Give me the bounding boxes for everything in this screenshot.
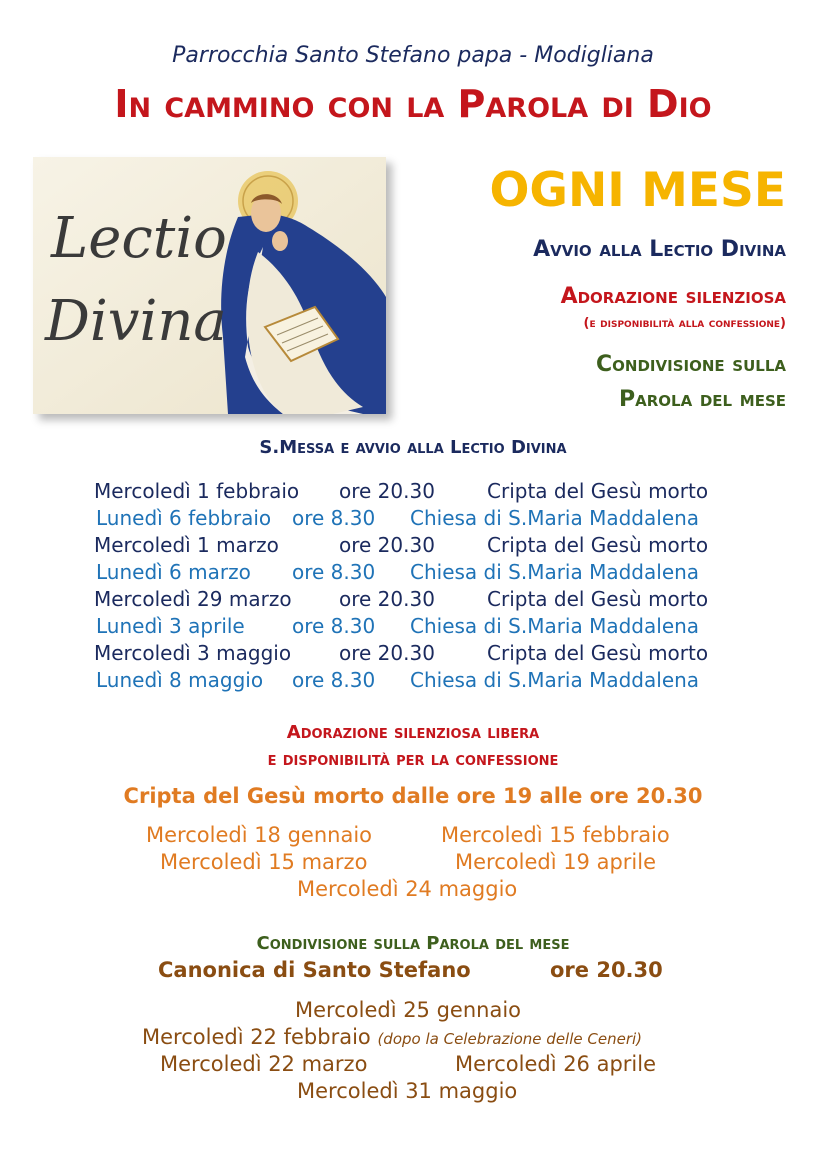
messa-row-date: Mercoledì 29 marzo — [94, 587, 292, 611]
messa-row-place: Chiesa di S.Maria Maddalena — [410, 668, 700, 692]
ceneri-note: (dopo la Celebrazione delle Ceneri) — [377, 1030, 643, 1048]
adorazione-date: Mercoledì 15 febbraio — [441, 823, 670, 847]
messa-row-time: ore 8.30 — [292, 560, 376, 584]
condivisione-date-with-note — [142, 1025, 642, 1049]
messa-row-place: Chiesa di S.Maria Maddalena — [410, 506, 700, 530]
messa-row-date: Lunedì 3 aprile — [96, 614, 245, 638]
image-word-lectio: Lectio — [51, 206, 227, 271]
adorazione-date: Mercoledì 24 maggio — [297, 877, 518, 901]
messa-row-time: ore 8.30 — [292, 506, 376, 530]
messa-row-date: Lunedì 6 marzo — [96, 560, 251, 584]
messa-row-time: ore 8.30 — [292, 668, 376, 692]
condivisione-date: Mercoledì 26 aprile — [455, 1052, 657, 1076]
messa-row-place: Chiesa di S.Maria Maddalena — [410, 560, 700, 584]
messa-heading: S.Messa e avvio alla Lectio Divina — [259, 437, 567, 458]
messa-row-place: Cripta del Gesù morto — [487, 641, 709, 665]
condivisione-heading: Condivisione sulla Parola del mese — [256, 933, 570, 954]
messa-row-time: ore 8.30 — [292, 614, 376, 638]
messa-row-time: ore 20.30 — [339, 641, 435, 665]
messa-row-place: Cripta del Gesù morto — [487, 479, 709, 503]
messa-row-place: Cripta del Gesù morto — [487, 587, 709, 611]
image-word-divina: Divina — [45, 289, 227, 354]
every-month-title: OGNI MESE — [489, 163, 786, 218]
avvio-lectio-label: Avvio alla Lectio Divina — [533, 237, 786, 262]
adorazione-heading-line2: e disponibilità per la confessione — [267, 749, 559, 770]
adorazione-sublabel: (e disponibilità alla confessione) — [583, 316, 786, 331]
condivisione-date: Mercoledì 25 gennaio — [295, 998, 522, 1022]
messa-row-date: Lunedì 8 maggio — [96, 668, 264, 692]
saint-reading-illustration — [33, 157, 386, 414]
adorazione-label: Adorazione silenziosa — [560, 284, 786, 309]
messa-row-time: ore 20.30 — [339, 479, 435, 503]
adorazione-heading-line1: Adorazione silenziosa libera — [286, 722, 540, 743]
condivisione-label-line2: Parola del mese — [619, 387, 786, 412]
messa-row-place: Cripta del Gesù morto — [487, 533, 709, 557]
page-title: In cammino con la Parola di Dio — [114, 82, 712, 126]
messa-row-date: Mercoledì 3 maggio — [94, 641, 292, 665]
condivisione-date: Mercoledì 22 marzo — [160, 1052, 368, 1076]
adorazione-date: Mercoledì 15 marzo — [160, 850, 368, 874]
messa-row-date: Mercoledì 1 febbraio — [94, 479, 300, 503]
condivisione-label-line1: Condivisione sulla — [596, 352, 786, 377]
messa-row-place: Chiesa di S.Maria Maddalena — [410, 614, 700, 638]
condivisione-date: Mercoledì 31 maggio — [297, 1079, 518, 1103]
messa-row-date: Lunedì 6 febbraio — [96, 506, 272, 530]
condivisione-date: Mercoledì 22 febbraio — [142, 1025, 371, 1049]
messa-row-date: Mercoledì 1 marzo — [94, 533, 279, 557]
messa-row-time: ore 20.30 — [339, 587, 435, 611]
condivisione-location: Canonica di Santo Stefano — [158, 958, 471, 982]
adorazione-date: Mercoledì 19 aprile — [455, 850, 657, 874]
parish-name: Parrocchia Santo Stefano papa - Modigliana — [172, 43, 654, 68]
lectio-divina-image — [33, 157, 386, 414]
messa-row-time: ore 20.30 — [339, 533, 435, 557]
condivisione-time: ore 20.30 — [550, 958, 663, 982]
adorazione-date: Mercoledì 18 gennaio — [146, 823, 373, 847]
adorazione-location: Cripta del Gesù morto dalle ore 19 alle ore 20.30 — [123, 784, 703, 808]
